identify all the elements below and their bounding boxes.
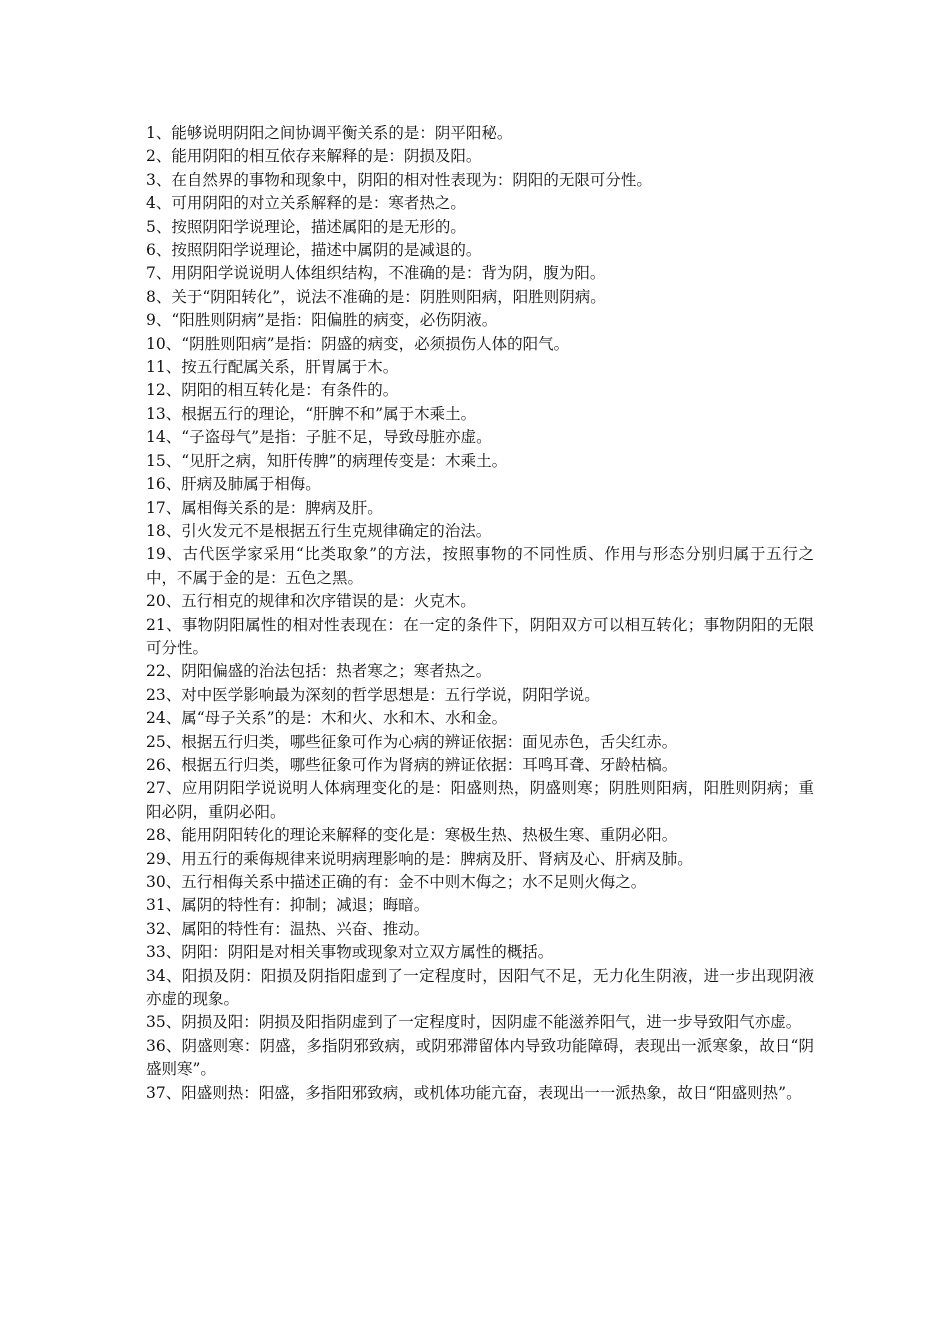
list-item: 35、阴损及阳：阴损及阳指阴虚到了一定程度时，因阴虚不能滋养阳气，进一步导致阳气亦虚。 [146,1013,802,1032]
list-item: 32、属阳的特性有：温热、兴奋、推动。 [146,919,430,938]
list-item: 11、按五行配属关系，肝胃属于木。 [146,358,399,377]
list-item: 24、属“母子关系”的是：木和火、水和木、水和金。 [146,709,508,728]
list-item: 2、能用阴阳的相互依存来解释的是：阴损及阳。 [146,147,482,166]
list-item: 8、关于“阴阳转化”，说法不准确的是：阴胜则阳病，阳胜则阴病。 [146,287,606,306]
list-item: 23、对中医学影响最为深刻的哲学思想是：五行学说，阴阳学说。 [146,685,600,704]
list-item: 3、在自然界的事物和现象中，阴阳的相对性表现为：阴阳的无限可分性。 [146,170,652,189]
list-item: 26、根据五行归类，哪些征象可作为肾病的辨证依据：耳鸣耳聋、牙龄枯槁。 [146,755,678,774]
list-item: 9、“阳胜则阴病”是指：阳偏胜的病变，必伤阴液。 [146,311,498,330]
list-item: 1、能够说明阴阳之间协调平衡关系的是：阴平阳秘。 [146,124,513,142]
list-item: 14、“子盗母气”是指：子脏不足，导致母脏亦虚。 [146,428,492,447]
list-item: 25、根据五行归类，哪些征象可作为心病的辨证依据：面见赤色，舌尖红赤。 [146,732,678,751]
list-item: 31、属阴的特性有：抑制；减退；晦暗。 [146,896,430,915]
document-body [146,122,814,1105]
list-item: 18、引火发元不是根据五行生克规律确定的治法。 [146,521,492,540]
list-item: 13、根据五行的理论，“肝脾不和”属于木乘土。 [146,404,477,423]
list-item: 20、五行相克的规律和次序错误的是：火克木。 [146,592,476,611]
list-item: 10、“阴胜则阳病”是指：阴盛的病变，必须损伤人体的阳气。 [146,334,570,353]
list-item: 17、属相侮关系的是：脾病及肝。 [146,498,383,517]
list-item: 37、阳盛则热：阳盛，多指阳邪致病，或机体功能亢奋，表现出一一派热象，故日“阳盛则热”。 [146,1083,802,1102]
list-item: 7、用阴阳学说说明人体组织结构，不准确的是：背为阴，腹为阳。 [146,264,606,283]
list-item: 33、阴阳：阴阳是对相关事物或现象对立双方属性的概括。 [146,943,554,962]
list-item: 21、事物阴阳属性的相对性表现在：在一定的条件下，阴阳双方可以相互转化；事物阴阳的无限可分性。 [146,615,814,657]
list-item: 34、阳损及阴：阳损及阴指阳虚到了一定程度时，因阳气不足，无力化生阴液，进一步出现阴液亦虚的现象。 [146,966,814,1009]
list-item: 5、按照阴阳学说理论，描述属阳的是无形的。 [146,217,466,236]
list-item: 36、阴盛则寒：阴盛，多指阴邪致病，或阴邪滞留体内导致功能障碍，表现出一派寒象，故日“阴盛则寒”。 [146,1036,814,1079]
list-item: 28、能用阴阳转化的理论来解释的变化是：寒极生热、热极生寒、重阴必阳。 [146,826,678,845]
list-item: 6、按照阴阳学说理论，描述中属阴的是减退的。 [146,241,482,260]
list-item: 30、五行相侮关系中描述正确的有：金不中则木侮之；水不足则火侮之。 [146,873,647,891]
list-item: 16、肝病及肺属于相侮。 [146,475,321,494]
list-item: 27、应用阴阳学说说明人体病理变化的是：阳盛则热，阴盛则寒；阴胜则阳病，阳胜则阴病；重阳必阴，重阴必阳。 [146,779,814,821]
list-item: 15、“见肝之病，知肝传脾”的病理传变是：木乘土。 [146,451,508,470]
list-item: 29、用五行的乘侮规律来说明病理影响的是：脾病及肝、肾病及心、肝病及肺。 [146,849,693,868]
list-item: 4、可用阴阳的对立关系解释的是：寒者热之。 [146,194,466,213]
list-item: 19、古代医学家采用“比类取象”的方法，按照事物的不同性质、作用与形态分别归属于五行之中，不属于金的是：五色之黑。 [146,545,814,587]
list-item: 22、阴阳偏盛的治法包括：热者寒之；寒者热之。 [146,662,492,681]
list-item: 12、阴阳的相互转化是：有条件的。 [146,381,399,400]
